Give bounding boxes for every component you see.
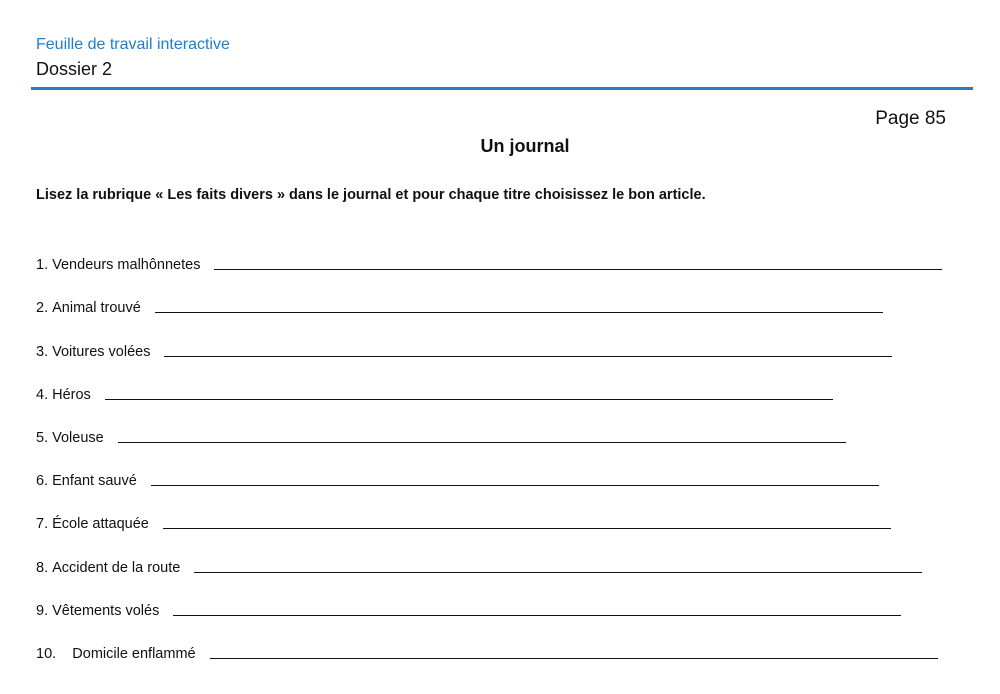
question-row-7 bbox=[36, 489, 976, 532]
answer-line-10[interactable] bbox=[210, 644, 938, 659]
question-label: Enfant sauvé bbox=[52, 473, 137, 490]
answer-line-3[interactable] bbox=[164, 342, 892, 357]
question-label: Accident de la route bbox=[52, 559, 181, 576]
question-number: 10. bbox=[36, 645, 57, 662]
question-label: Vêtements volés bbox=[52, 602, 160, 619]
question-label: Domicile enflammé bbox=[72, 645, 196, 662]
question-label: Voitures volées bbox=[52, 343, 151, 360]
answer-line-2[interactable] bbox=[155, 298, 883, 313]
question-row-5 bbox=[36, 403, 976, 446]
instructions-text: Lisez la rubrique « Les faits divers » dans le journal et pour chaque titre choisissez le bon article. bbox=[36, 187, 706, 203]
question-number: 3. bbox=[36, 343, 49, 360]
answer-line-7[interactable] bbox=[163, 514, 891, 529]
answer-line-5[interactable] bbox=[118, 428, 846, 443]
question-label: Héros bbox=[52, 386, 91, 403]
question-number: 2. bbox=[36, 300, 49, 317]
question-number: 9. bbox=[36, 602, 49, 619]
question-label: Vendeurs malhônnetes bbox=[52, 257, 201, 274]
question-row-3 bbox=[36, 316, 976, 359]
question-row-8 bbox=[36, 532, 976, 575]
answer-line-1[interactable] bbox=[214, 255, 942, 270]
answer-line-6[interactable] bbox=[151, 471, 879, 486]
question-row-9 bbox=[36, 576, 976, 619]
question-number: 1. bbox=[36, 257, 49, 274]
question-number: 4. bbox=[36, 386, 49, 403]
question-row-6 bbox=[36, 446, 976, 489]
question-number: 6. bbox=[36, 473, 49, 490]
question-row-2 bbox=[36, 273, 976, 316]
question-row-4 bbox=[36, 360, 976, 403]
question-number: 5. bbox=[36, 429, 49, 446]
question-row-1 bbox=[36, 230, 976, 273]
question-row-10 bbox=[36, 619, 976, 662]
header-divider bbox=[31, 87, 973, 90]
answer-line-9[interactable] bbox=[173, 601, 901, 616]
worksheet-subtitle: Feuille de travail interactive bbox=[36, 36, 230, 53]
page-number: Page 85 bbox=[875, 108, 946, 129]
answer-line-8[interactable] bbox=[194, 558, 922, 573]
dossier-title: Dossier 2 bbox=[36, 59, 113, 79]
question-label: Animal trouvé bbox=[52, 300, 141, 317]
question-list bbox=[36, 230, 976, 662]
question-label: École attaquée bbox=[52, 516, 149, 533]
document-title: Un journal bbox=[480, 136, 570, 156]
question-number: 7. bbox=[36, 516, 49, 533]
question-number: 8. bbox=[36, 559, 49, 576]
question-label: Voleuse bbox=[52, 429, 104, 446]
answer-line-4[interactable] bbox=[105, 385, 833, 400]
